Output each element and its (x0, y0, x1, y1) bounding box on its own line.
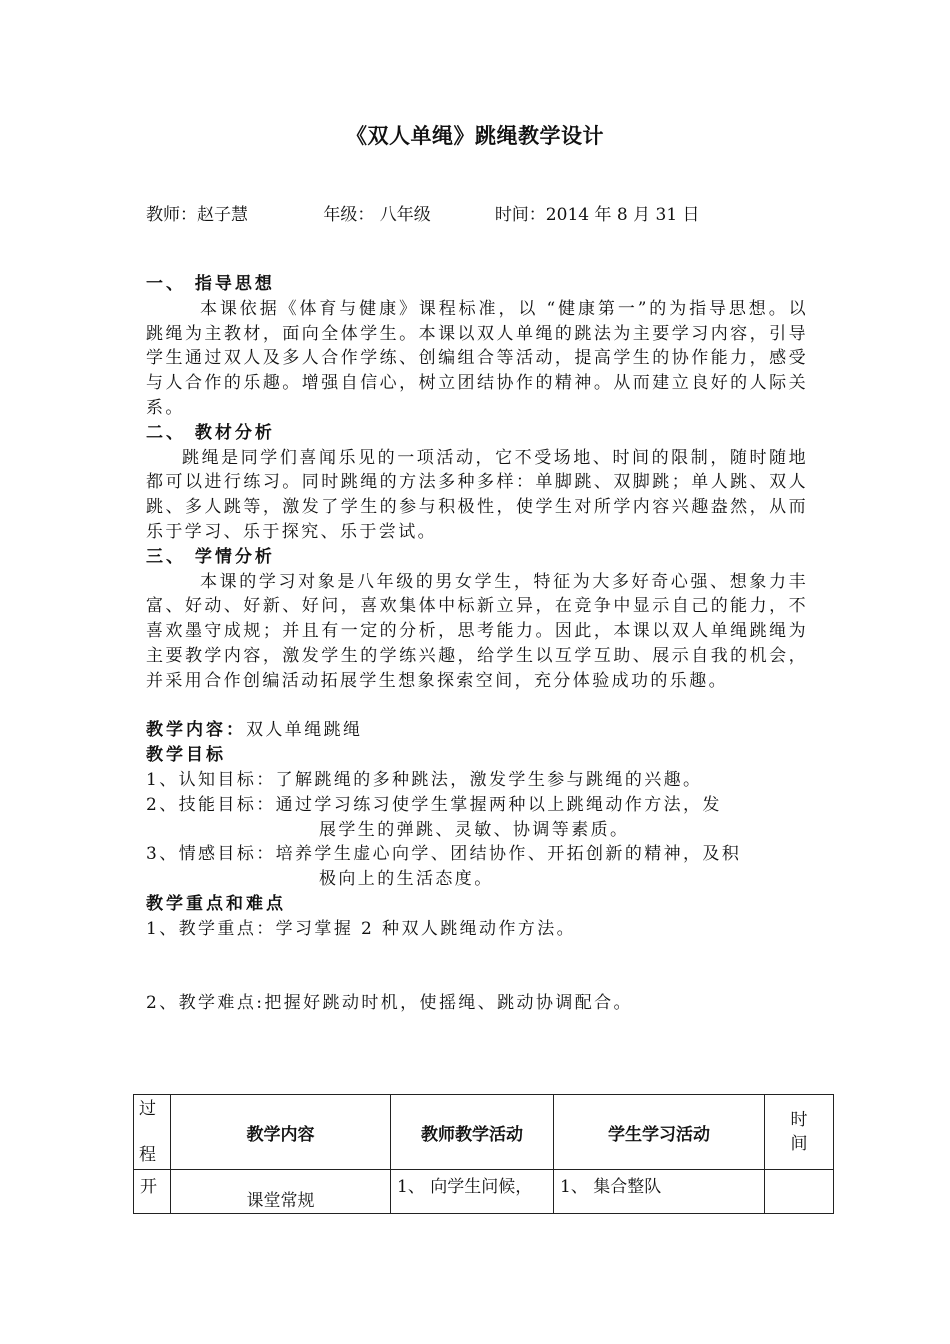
section-text-material: 跳绳是同学们喜闻乐见的一项活动，它不受场地、时间的限制，随时随地都可以进行练习。同时跳绳的方法多种多样：单脚跳、双脚跳；单人跳、双人跳、多人跳等，激发了学生的参与积极性，使学生对所学内容兴趣盎然，从而乐于学习、乐于探究、乐于尝试。 (146, 447, 808, 542)
key-heading: 教学重点和难点 (146, 893, 286, 914)
document-title: 《双人单绳》跳绳教学设计 (346, 124, 604, 148)
cell-time (765, 1170, 834, 1214)
lesson-table (133, 1094, 834, 1214)
table-row (134, 1170, 834, 1214)
cell-teacher: 1、 向学生问候， (391, 1170, 554, 1214)
section-heading-material: 二、 教材分析 (146, 422, 275, 443)
section-text-students: 本课的学习对象是八年级的男女学生，特征为大多好奇心强、想象力丰富、好动、好新、好问，喜欢集体中标新立异，在竞争中显示自己的能力，不喜欢墨守成规；并且有一定的分析，思考能力。因此，本课以双人单绳跳绳为主要教学内容，激发学生的学练兴趣，给学生以互学互助、展示自我的机会，并采用合作创编活动拓展学生想象探索空间，充分体验成功的乐趣。 (146, 571, 808, 691)
goals-heading: 教学目标 (146, 745, 226, 766)
header-student: 学生学习活动 (554, 1095, 765, 1170)
teaching-content-label: 教学内容： (146, 720, 246, 741)
goal-skill: 2、技能目标：通过学习练习使学生掌握两种以上跳绳动作方法，发 (146, 794, 722, 815)
document-body (146, 272, 808, 1015)
key-point: 1、教学重点：学习掌握 2 种双人跳绳动作方法。 (146, 918, 577, 939)
cell-process: 开 (134, 1170, 171, 1214)
goal-emotion-cont: 极向上的生活态度。 (319, 869, 494, 890)
goal-skill-cont: 展学生的弹跳、灵敏、协调等素质。 (319, 819, 630, 840)
header-content: 教学内容 (171, 1095, 391, 1170)
header-teacher: 教师教学活动 (391, 1095, 554, 1170)
date-info: 时间：2014 年 8 月 31 日 (494, 205, 700, 225)
section-heading-guiding: 一、 指导思想 (146, 274, 275, 294)
table-header-row (134, 1095, 834, 1170)
teaching-content-line (146, 718, 808, 743)
grade-info: 年级： 八年级 (323, 205, 431, 225)
header-process: 过 程 (134, 1095, 171, 1170)
cell-student: 1、 集合整队 (554, 1170, 765, 1214)
goal-cognitive: 1、认知目标：了解跳绳的多种跳法，激发学生参与跳绳的兴趣。 (146, 769, 703, 790)
teaching-content-value: 双人单绳跳绳 (246, 720, 363, 741)
teacher-info: 教师：赵子慧 (146, 205, 248, 225)
section-text-guiding: 本课依据《体育与健康》课程标准，以 “健康第一”的为指导思想。以跳绳为主教材，面向全体学生。本课以双人单绳的跳法为主要学习内容，引导学生通过双人及多人合作学练、创编组合等活动，提高学生的协作能力，感受与人合作的乐趣。增强自信心，树立团结协作的精神。从而建立良好的人际关系。 (146, 298, 808, 418)
header-time: 时 间 (765, 1095, 834, 1170)
cell-content: 课堂常规 (171, 1170, 391, 1214)
difficult-point: 2、教学难点:把握好跳动时机，使摇绳、跳动协调配合。 (146, 992, 633, 1013)
meta-line (146, 200, 700, 225)
section-heading-students: 三、 学情分析 (146, 546, 275, 567)
goal-emotion: 3、情感目标：培养学生虚心向学、团结协作、开拓创新的精神，及积 (146, 844, 742, 865)
